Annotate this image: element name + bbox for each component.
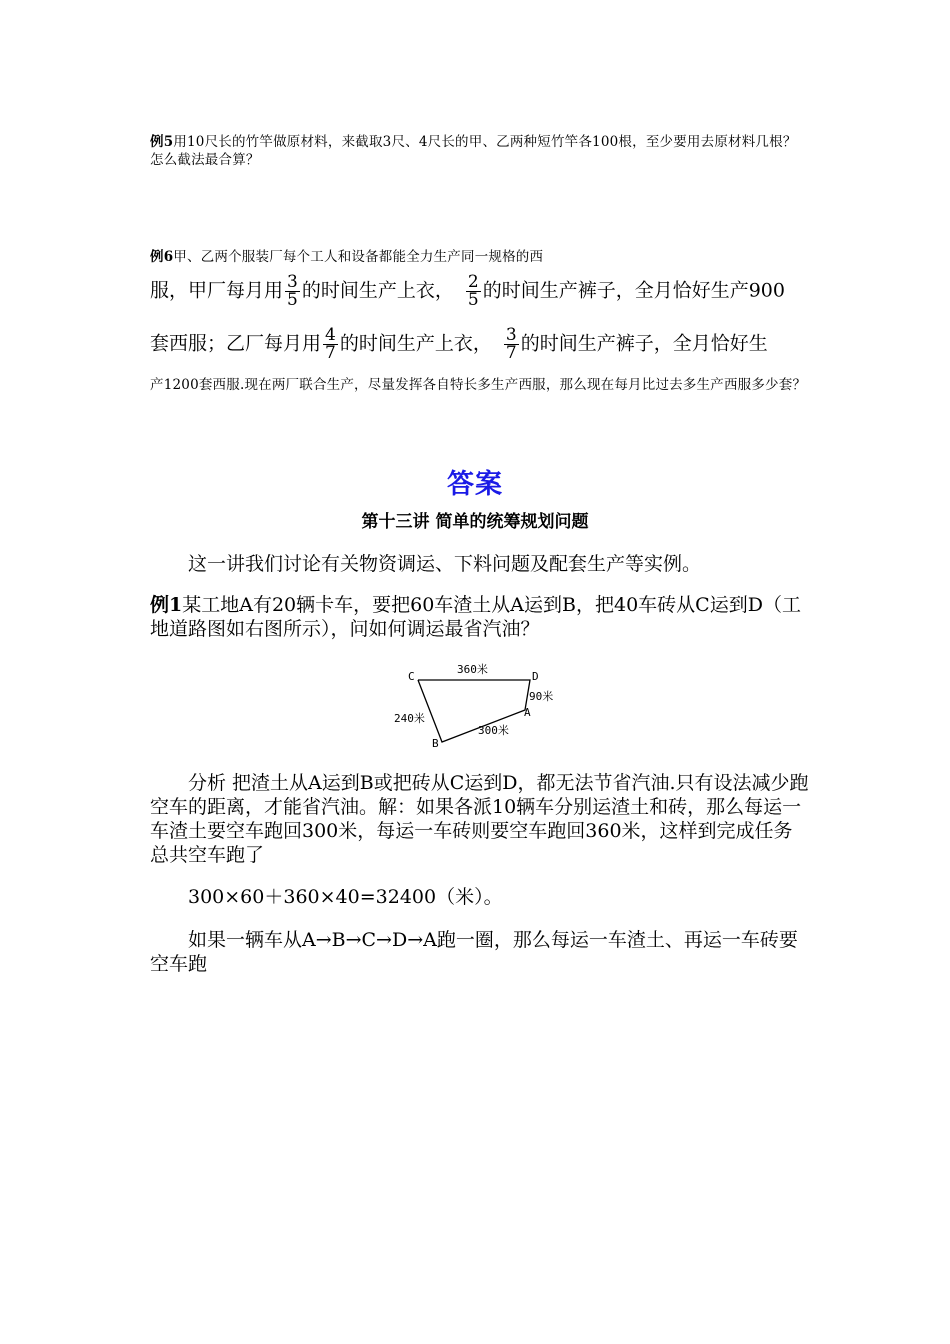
example-5-label: 例5 [150,134,174,150]
length-cb: 240米 [394,712,425,725]
example-6-text-2a: 服，甲厂每月用 [150,279,284,302]
example-6-text-2c: 的时间生产裤子，全月恰好生产900 [482,279,785,302]
fraction-4-7: $\frac{4}{7}$ [325,325,336,363]
example-6-text-2b: 的时间生产上衣， [301,279,454,302]
answer-heading: 答案 [447,469,503,500]
label-d: D [532,670,539,683]
length-da: 90米 [529,690,554,703]
example-6-line1 [150,248,810,266]
fraction-3-7: $\frac{3}{7}$ [505,325,517,363]
example-6-line3 [150,327,768,362]
example-6-label: 例6 [150,249,174,265]
length-cd: 360米 [457,663,488,676]
example-1-text: 某工地A有20辆卡车，要把60车渣土从A运到B，把40车砖从C运到D（工地道路图如右图所示），问如何调运最省汽油？ [150,594,801,640]
road-diagram [390,660,570,750]
fraction-2-5: $\frac{2}{5}$ [467,272,479,310]
label-a: A [524,706,531,719]
example-6-text-3b: 的时间生产上衣， [339,332,492,355]
label-b: B [432,737,439,750]
intro-text: 这一讲我们讨论有关物资调运、下料问题及配套生产等实例。 [188,553,702,575]
example-1-label: 例1 [150,594,183,616]
analysis-paragraph: 分析 把渣土从A运到B或把砖从C运到D，都无法节省汽油.只有设法减少跑空车的距离，才能省汽油。解：如果各派10辆车分别运渣土和砖，那么每运一车渣土要空车跑回300米，每运一车砖则要空车跑回360米，这样到完成任务总共空车跑了 [150,772,809,866]
label-c: C [408,670,415,683]
lecture-title: 第十三讲 简单的统筹规划问题 [361,512,589,532]
example-6-text-3a: 套西服；乙厂每月用 [150,332,322,355]
example-1 [150,593,810,641]
example-6-line2 [150,274,785,309]
example-6-text-3c: 的时间生产裤子，全月恰好生 [520,332,768,355]
road-path [418,680,530,742]
fraction-3-5: $\frac{3}{5}$ [287,272,298,310]
example-6-line4: 产1200套西服.现在两厂联合生产，尽量发挥各自特长多生产西服，那么现在每月比过去多生产西服多少套？ [150,377,807,393]
example-5 [150,133,810,169]
length-ba: 300米 [478,724,509,737]
formula: 300×60＋360×40=32400（米）。 [188,886,503,908]
followup-paragraph: 如果一辆车从A→B→C→D→A跑一圈，那么每运一车渣土、再运一车砖要空车跑 [150,929,798,975]
example-5-text: 用10尺长的竹竿做原材料，来截取3尺、4尺长的甲、乙两种短竹竿各100根，至少要用去原材料几根？怎么截法最合算？ [150,134,797,168]
example-6-text-1: 甲、乙两个服装厂每个工人和设备都能全力生产同一规格的西 [173,249,544,265]
